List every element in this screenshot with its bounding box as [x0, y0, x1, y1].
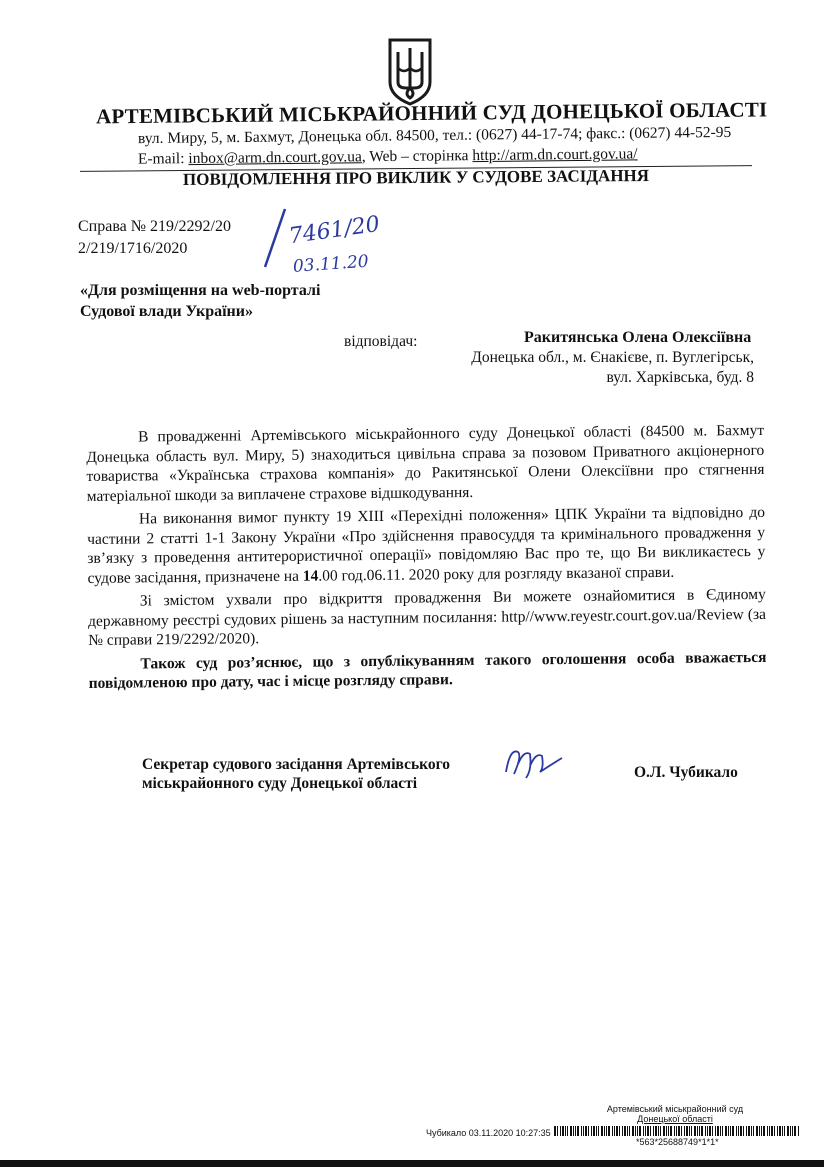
barcode-bar — [585, 1126, 587, 1136]
barcode-bar — [581, 1126, 582, 1136]
barcode-bar — [787, 1126, 789, 1136]
handwritten-date: 03.11.20 — [292, 251, 370, 277]
barcode-bar — [756, 1126, 758, 1136]
barcode-bar — [557, 1126, 558, 1136]
barcode-bar — [606, 1126, 607, 1136]
barcode-bar — [674, 1126, 675, 1136]
paragraph-registry: Зі змістом ухвали про відкриття провадження Ви можете ознайомитися в Єдиному державному реєстрі судових рішень за наступним посилання: http//www.reyestr.court.gov.ua/Review (за № справи 219/2292/2020). — [87, 585, 767, 649]
barcode-bar — [614, 1126, 615, 1136]
registry-stamp-user-time: Чубикало 03.11.2020 10:27:35 — [426, 1128, 551, 1138]
respondent-address — [440, 348, 754, 388]
hearing-hour: 14 — [302, 567, 319, 585]
barcode-bar — [751, 1126, 752, 1136]
barcode-bar — [798, 1126, 799, 1136]
barcode-bar — [635, 1126, 636, 1136]
barcode-bar — [593, 1126, 595, 1136]
barcode-bar — [715, 1126, 716, 1136]
scan-edge — [0, 1160, 824, 1167]
barcode-bar — [730, 1126, 731, 1136]
barcode-bar — [637, 1126, 638, 1136]
barcode-bar — [583, 1126, 584, 1136]
barcode-bar — [705, 1126, 706, 1136]
barcode-bar — [670, 1126, 672, 1136]
barcode-bar — [612, 1126, 613, 1136]
barcode-bar — [598, 1126, 599, 1136]
barcode-bar — [717, 1126, 719, 1136]
barcode-bar — [629, 1126, 630, 1136]
barcode-bar — [604, 1126, 605, 1136]
barcode-bar — [771, 1126, 773, 1136]
barcode-bar — [660, 1126, 661, 1136]
court-address: вул. Миру, 5, м. Бахмут, Донецька обл. 84500, тел.: (0627) 44-17-74; факс.: (0627) 44-52-95 — [137, 123, 732, 148]
barcode-bar — [624, 1126, 626, 1136]
secretary-title: Секретар судового засідання Артемівського міськрайонного суду Донецької області — [142, 756, 451, 792]
respondent-name: Ракитянська Олена Олексіївна — [524, 329, 752, 346]
barcode-bar — [639, 1126, 641, 1136]
barcode-bar — [699, 1126, 700, 1136]
notice-title: ПОВІДОМЛЕННЯ ПРО ВИКЛИК У СУДОВЕ ЗАСІДАННЯ — [182, 165, 650, 190]
barcode-bar — [761, 1126, 762, 1136]
handwritten-signature — [500, 742, 570, 782]
barcode-bar — [575, 1126, 576, 1136]
barcode-bar — [601, 1126, 603, 1136]
barcode-bar — [753, 1126, 754, 1136]
barcode-bar — [622, 1126, 623, 1136]
barcode-bar — [647, 1126, 649, 1136]
barcode-bar — [769, 1126, 770, 1136]
barcode-bar — [666, 1126, 667, 1136]
registry-barcode — [554, 1126, 802, 1136]
barcode-bar — [792, 1126, 793, 1136]
barcode-bar — [694, 1126, 696, 1136]
portal-note — [80, 280, 320, 322]
email-label: E-mail: — [137, 150, 189, 168]
barcode-bar — [570, 1126, 572, 1136]
barcode-bar — [782, 1126, 783, 1136]
paragraph-publication: Також суд роз’яснює, що з опублікуванням такого оголошення особа вважається повідомленою про дату, час і місце розгляду справи. — [88, 648, 767, 692]
barcode-bar — [689, 1126, 690, 1136]
barcode-bar — [645, 1126, 646, 1136]
barcode-bar — [554, 1126, 556, 1136]
case-number: Справа № 219/2292/20 — [78, 218, 231, 235]
paragraph-summons: На виконання вимог пункту 19 ХІІІ «Перехідні положення» ЦПК України та відповідно до частини 2 статті 1-1 Закону України «Про здійснення правосуддя та кримінального провадження у зв’язку з проведення антитерористичної операції» повідомляю Вас про те, що Ви викликаєтесь у судове засідання, призначене на 14.00 год.06.11. 2020 року для розгляду вказаної справи. — [87, 503, 766, 587]
barcode-bar — [709, 1126, 711, 1136]
portal-note-line1: «Для розміщення на web-порталі — [80, 282, 321, 299]
barcode-bar — [763, 1126, 765, 1136]
barcode-bar — [697, 1126, 698, 1136]
barcode-bar — [707, 1126, 708, 1136]
barcode-bar — [676, 1126, 677, 1136]
barcode-bar — [608, 1126, 610, 1136]
barcode-bar — [767, 1126, 768, 1136]
respondent-address-line1: Донецька обл., м. Єнакієве, п. Вуглегірськ, — [471, 349, 754, 366]
barcode-bar — [643, 1126, 644, 1136]
portal-note-line2: Судової влади України» — [80, 303, 253, 320]
proceeding-number: 2/219/1716/2020 — [78, 240, 188, 257]
court-name: АРТЕМІВСЬКИЙ МІСЬКРАЙОННИЙ СУД ДОНЕЦЬКОЇ ОБЛАСТІ — [95, 97, 768, 129]
barcode-bar — [712, 1126, 713, 1136]
barcode-bar — [784, 1126, 785, 1136]
barcode-bar — [565, 1126, 566, 1136]
barcode-bar — [728, 1126, 729, 1136]
barcode-bar — [722, 1126, 723, 1136]
barcode-bar — [632, 1126, 634, 1136]
barcode-bar — [627, 1126, 628, 1136]
barcode-bar — [759, 1126, 760, 1136]
handwritten-registration — [255, 205, 395, 277]
barcode-bar — [591, 1126, 592, 1136]
barcode-bar — [794, 1126, 796, 1136]
barcode-bar — [650, 1126, 651, 1136]
barcode-bar — [596, 1126, 597, 1136]
barcode-bar — [740, 1126, 742, 1136]
secretary-name: О.Л. Чубикало — [634, 764, 738, 781]
barcode-bar — [720, 1126, 721, 1136]
respondent-address-line2: вул. Харківська, буд. 8 — [606, 369, 754, 386]
registry-stamp-code: *563*25688749*1*1* — [636, 1137, 719, 1147]
barcode-bar — [774, 1126, 775, 1136]
web-label: , Web – сторінка — [361, 147, 473, 166]
barcode-bar — [678, 1126, 680, 1136]
barcode-bar — [577, 1126, 579, 1136]
web-link[interactable]: http://arm.dn.court.gov.ua/ — [472, 145, 638, 165]
barcode-bar — [588, 1126, 589, 1136]
barcode-bar — [653, 1126, 654, 1136]
email-link[interactable]: inbox@arm.dn.court.gov.ua — [188, 148, 362, 168]
barcode-bar — [779, 1126, 781, 1136]
barcode-bar — [738, 1126, 739, 1136]
barcode-bar — [701, 1126, 703, 1136]
barcode-bar — [684, 1126, 685, 1136]
barcode-bar — [668, 1126, 669, 1136]
handwritten-number: 7461/20 — [287, 211, 382, 250]
barcode-bar — [743, 1126, 744, 1136]
barcode-bar — [655, 1126, 657, 1136]
barcode-bar — [748, 1126, 750, 1136]
barcode-bar — [562, 1126, 564, 1136]
respondent-label: відповідач: — [344, 333, 418, 350]
barcode-bar — [658, 1126, 659, 1136]
barcode-bar — [573, 1126, 574, 1136]
paragraph-proceeding: В провадженні Артемівського міськрайонного суду Донецької області (84500 м. Бахмут Донецька область вул. Миру, 5) знаходиться цивільна справа за позовом Приватного акціонерного товариства «Українська страхова компанія» до Ракитянської Олени Олексіївни про стягнення матеріальної шкоди за виплачене страхове відшкодування. — [86, 421, 765, 505]
barcode-bar — [560, 1126, 561, 1136]
barcode-bar — [746, 1126, 747, 1136]
barcode-bar — [691, 1126, 692, 1136]
barcode-bar — [681, 1126, 682, 1136]
barcode-bar — [663, 1126, 665, 1136]
barcode-bar — [616, 1126, 618, 1136]
barcode-bar — [619, 1126, 620, 1136]
barcode-bar — [777, 1126, 778, 1136]
coat-of-arms-icon — [386, 38, 434, 106]
notice-body — [86, 421, 767, 698]
barcode-bar — [732, 1126, 734, 1136]
barcode-bar — [567, 1126, 568, 1136]
barcode-bar — [725, 1126, 727, 1136]
court-contacts — [138, 145, 638, 168]
barcode-bar — [736, 1126, 737, 1136]
barcode-bar — [790, 1126, 791, 1136]
registry-stamp-court: Артемівський міськрайонний суд Донецької області — [606, 1104, 744, 1124]
barcode-bar — [686, 1126, 688, 1136]
